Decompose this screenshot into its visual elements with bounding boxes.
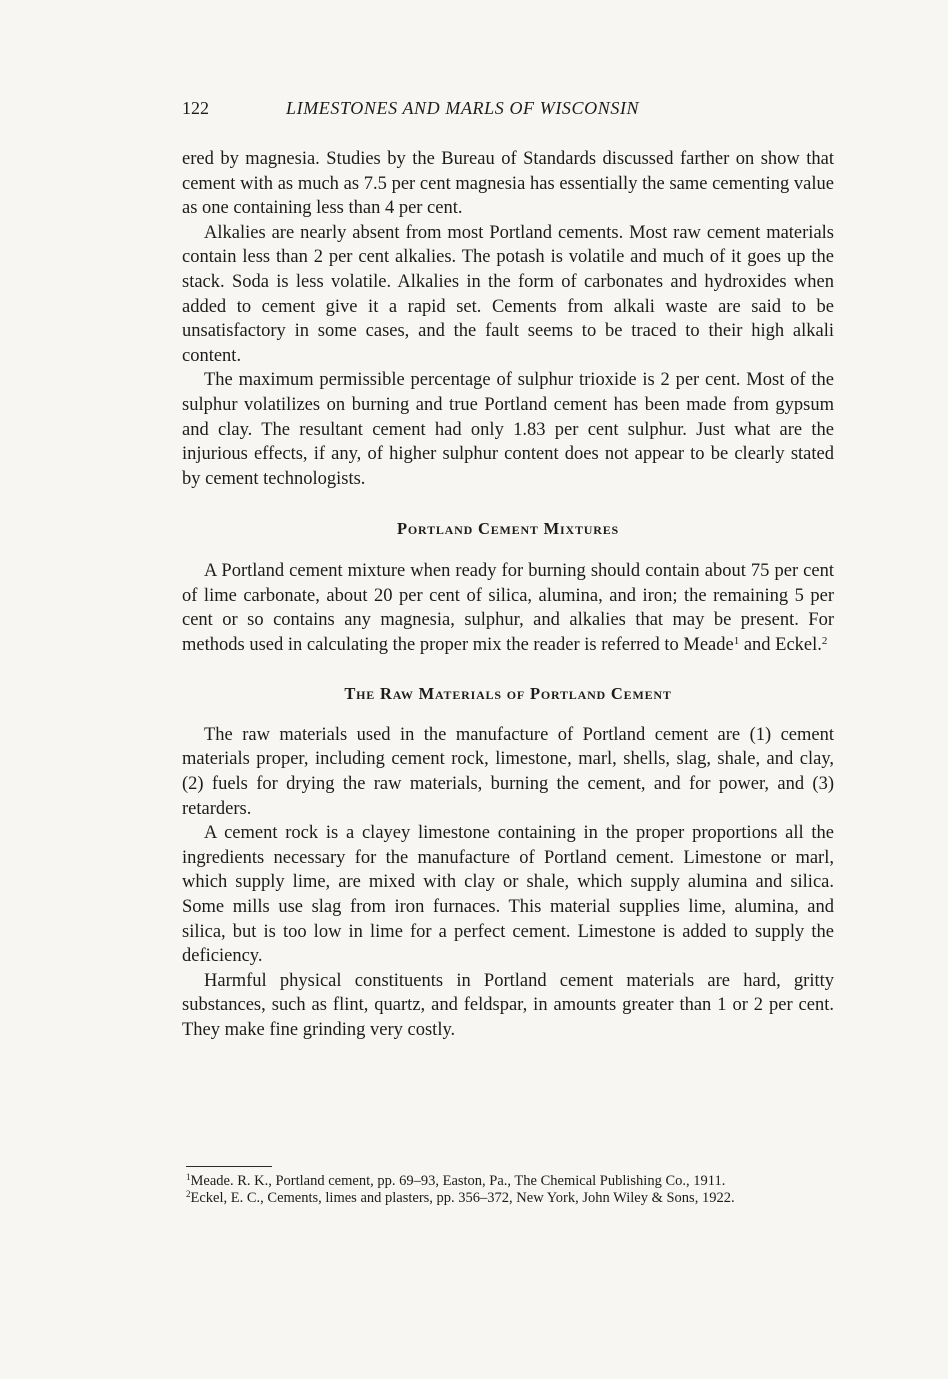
paragraph-mixtures bbox=[182, 559, 834, 657]
footnote-2 bbox=[186, 1190, 834, 1207]
footnote-rule bbox=[186, 1166, 272, 1167]
footnote-mark: 2 bbox=[186, 1189, 191, 1199]
page-header bbox=[182, 98, 834, 126]
footnote-ref-2: 2 bbox=[821, 634, 828, 647]
running-title: LIMESTONES AND MARLS OF WISCONSIN bbox=[286, 98, 640, 118]
paragraph-mixtures-text: A Portland cement mixture when ready for burning should contain about 75 per cent of lime carbonate, about 20 per cent of silica, alumina, and iron; the remaining 5 per cent or so contains any magnesia, sulphur, and alkalies that may be present. For methods used in calculating the proper mix the reader is referred to Meade bbox=[182, 560, 834, 655]
page-number: 122 bbox=[182, 98, 209, 118]
paragraph-cement-rock: A cement rock is a clayey limestone containing in the proper proportions all the ingredients necessary for the manufacture of Portland cement. Limestone or marl, which supply lime, are mixed with clay or shale, which supply alumina and silica. Some mills use slag from iron furnaces. This material supplies lime, alumina, and silica, but is too low in lime for a perfect cement. Limestone is added to supply the deficiency. bbox=[182, 823, 834, 967]
section-heading-mixtures: Portland Cement Mixtures bbox=[397, 519, 619, 539]
section-heading-raw-materials: The Raw Materials of Portland Cement bbox=[344, 684, 672, 704]
paragraph-alkalies: Alkalies are nearly absent from most Portland cements. Most raw cement materials contain less than 2 per cent alkalies. The potash is volatile and much of it goes up the stack. Soda is less volatile. Alkalies in the form of carbonates and hydroxides when added to cement give it a rapid set. Cements from alkali waste are said to be unsatisfactory in some cases, and the fault seems to be traced to their high alkali content. bbox=[182, 222, 834, 366]
paragraph-harmful-constituents: Harmful physical constituents in Portland cement materials are hard, gritty substances, such as flint, quartz, and feldspar, in amounts greater than 1 or 2 per cent. They make fine grinding very costly. bbox=[182, 970, 834, 1040]
footnote-text: Meade. R. K., Portland cement, pp. 69–93, Easton, Pa., The Chemical Publishing Co., 1911. bbox=[190, 1173, 726, 1189]
footnote-text: Eckel, E. C., Cements, limes and plasters, pp. 356–372, New York, John Wiley & Sons, 1922. bbox=[190, 1190, 735, 1206]
paragraph-raw-materials: The raw materials used in the manufacture of Portland cement are (1) cement materials proper, including cement rock, limestone, marl, shells, slag, shale, and clay, (2) fuels for drying the raw materials, burning the cement, and for power, and (3) retarders. bbox=[182, 724, 834, 819]
footnote-mark: 1 bbox=[186, 1172, 191, 1182]
footnote-1 bbox=[186, 1173, 834, 1190]
paragraph-mixtures-text-end: and Eckel. bbox=[739, 634, 822, 655]
footnotes bbox=[186, 1166, 834, 1207]
paragraph-magnesia: ered by magnesia. Studies by the Bureau of Standards discussed farther on show that cement with as much as 7.5 per cent magnesia has essentially the same cementing value as one containing less than 4 per cent. bbox=[182, 149, 834, 219]
paragraph-sulphur: The maximum permissible percentage of sulphur trioxide is 2 per cent. Most of the sulphur volatilizes on burning and true Portland cement has been made from gypsum and clay. The resultant cement had only 1.83 per cent sulphur. Just what are the injurious effects, if any, of higher sulphur content does not appear to be clearly stated by cement technologists. bbox=[182, 370, 834, 489]
footnote-ref-1: 1 bbox=[733, 634, 740, 647]
body-text bbox=[182, 147, 834, 1043]
